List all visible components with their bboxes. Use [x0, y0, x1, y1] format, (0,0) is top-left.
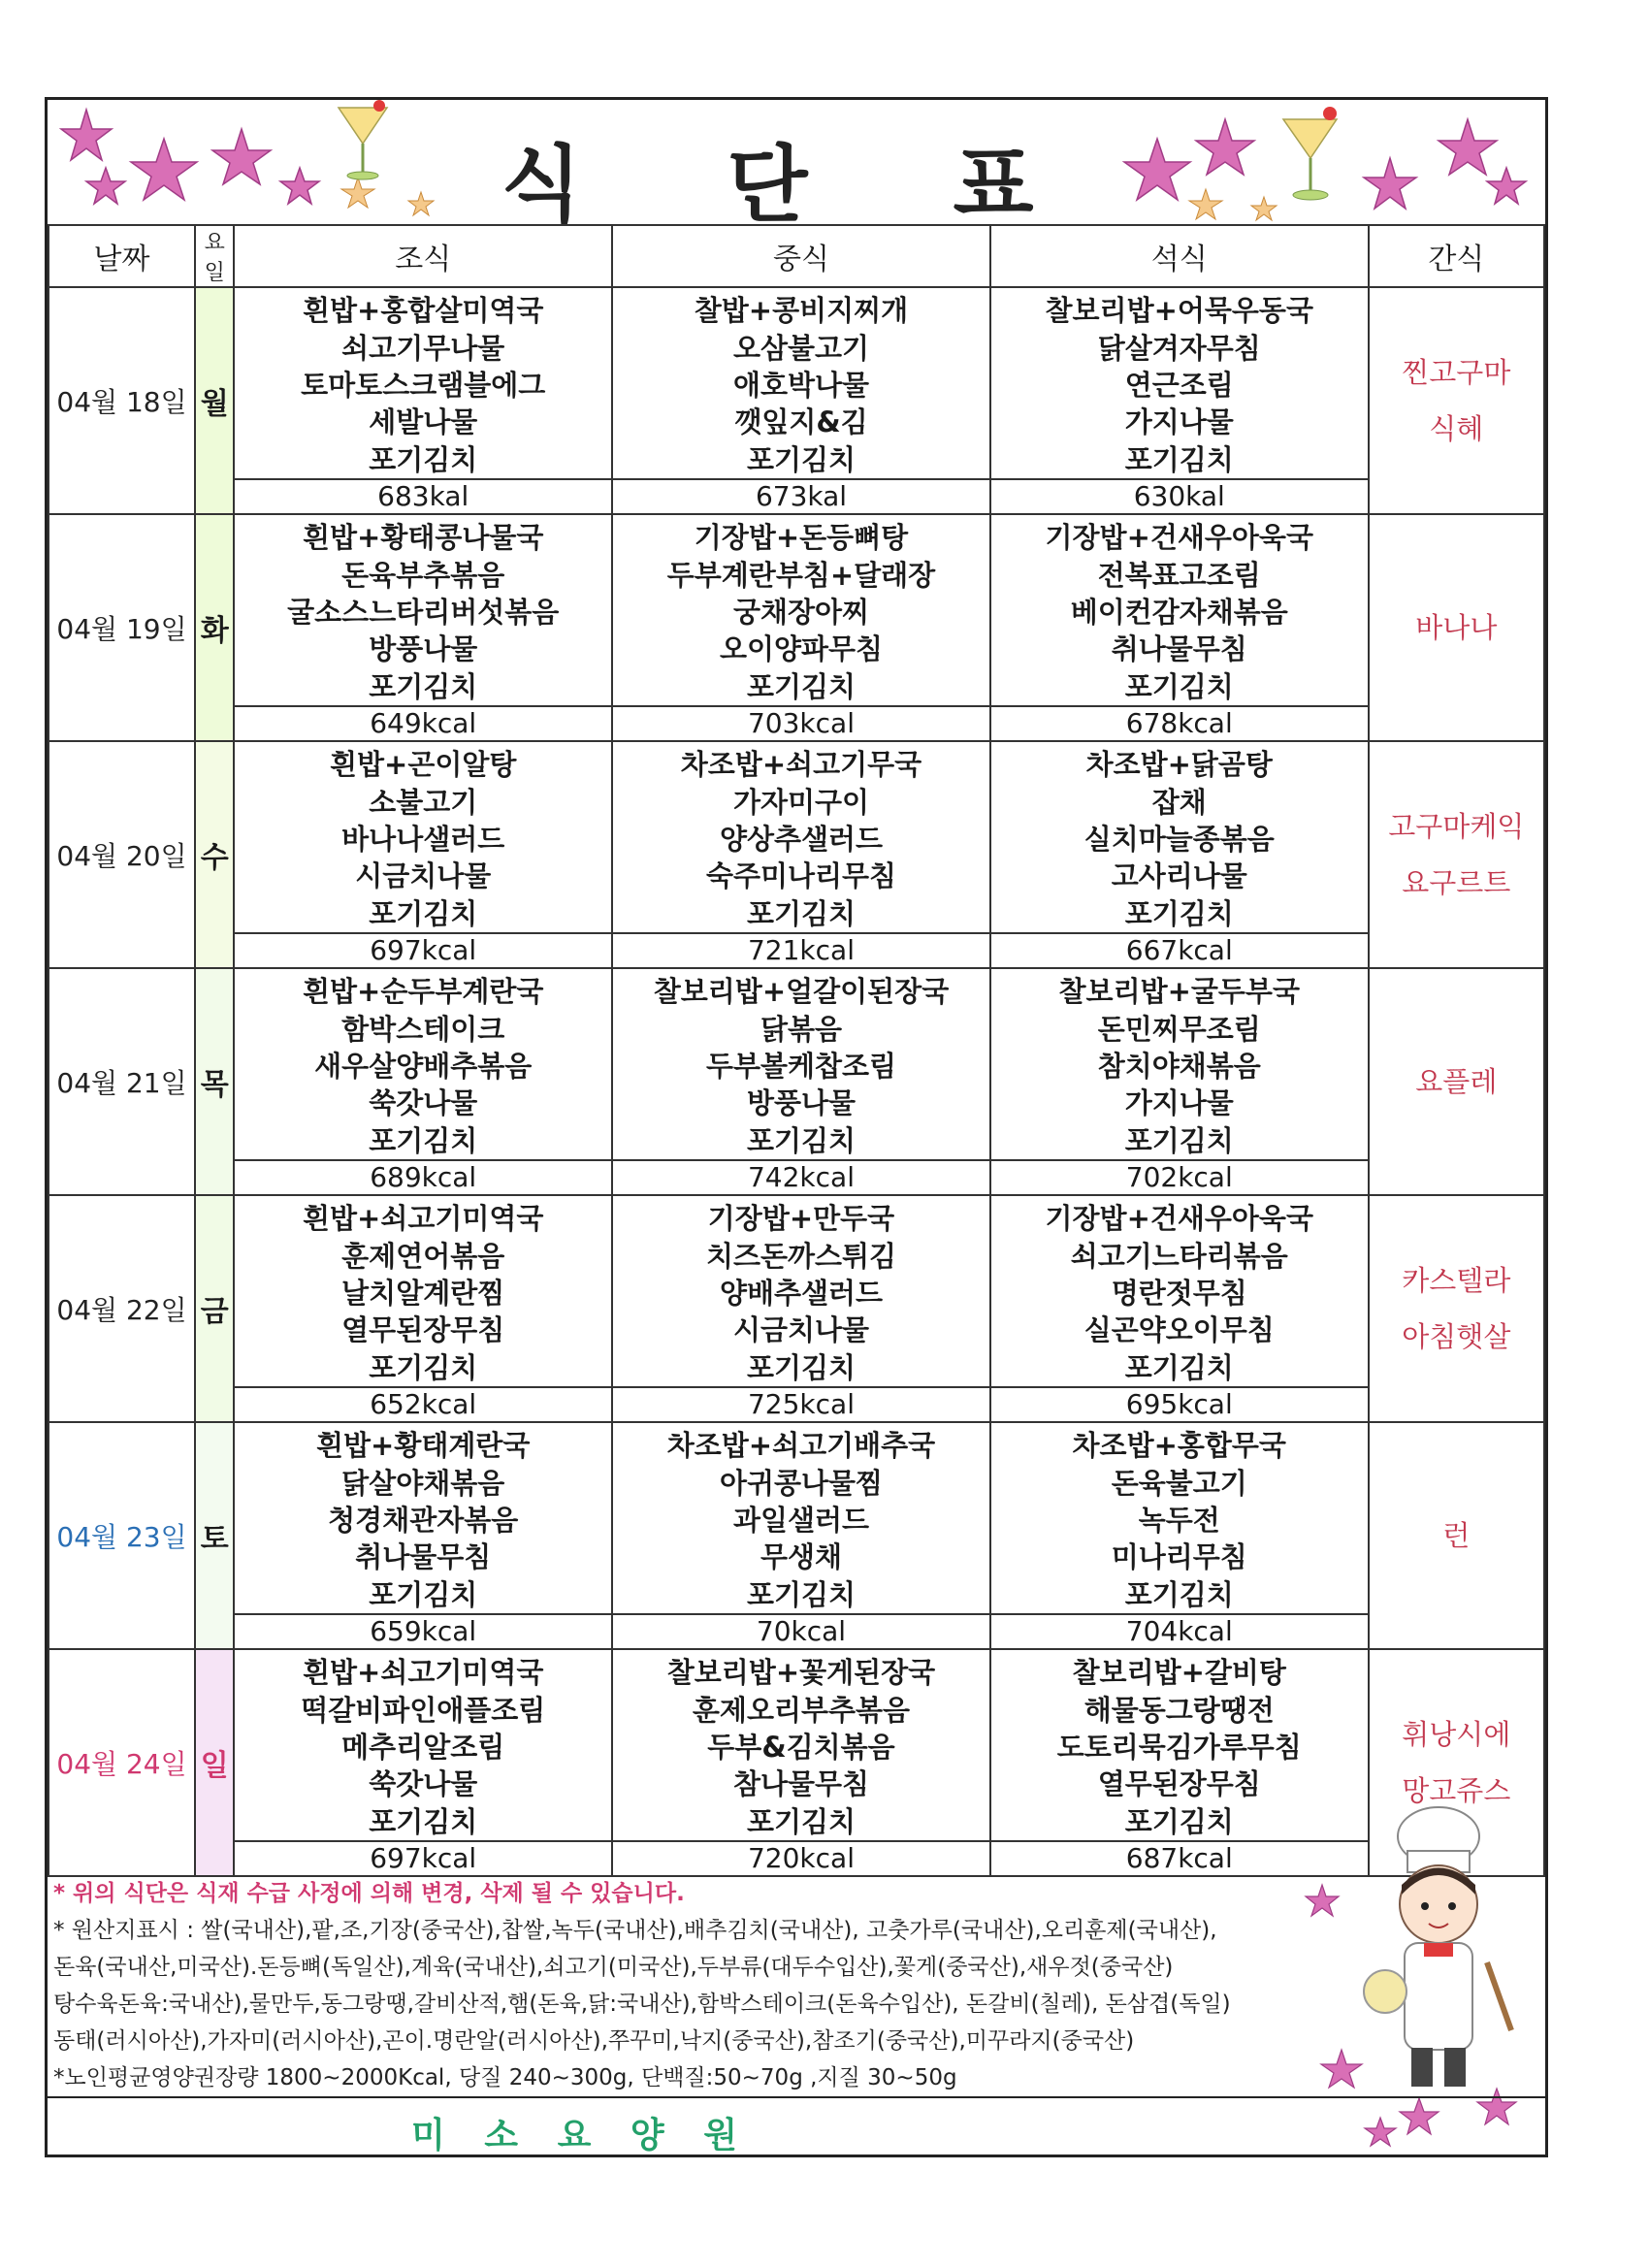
- menu-item: 돈민찌무조림: [1097, 1012, 1261, 1046]
- menu-item: 찰보리밥+얼갈이된장국: [653, 975, 950, 1009]
- menu-item: 무생채: [760, 1540, 843, 1574]
- footer-divider: [48, 2096, 1545, 2098]
- lunch-kcal: 742kcal: [613, 1159, 989, 1194]
- menu-item: 방풍나물: [746, 1086, 857, 1120]
- menu-item: 연근조림: [1124, 368, 1234, 402]
- menu-item: 전복표고조림: [1097, 558, 1261, 592]
- menu-item: 해물동그랑땡전: [1083, 1693, 1275, 1727]
- menu-item: 포기김치: [1124, 1804, 1234, 1838]
- dinner-kcal: 678kcal: [991, 705, 1368, 740]
- lunch-kcal: 720kcal: [613, 1840, 989, 1875]
- breakfast-cell: [234, 1195, 612, 1422]
- dinner-kcal: 687kcal: [991, 1840, 1368, 1875]
- menu-item: 양상추샐러드: [719, 822, 884, 856]
- row-date: 04월 23일: [48, 1422, 195, 1649]
- breakfast-cell: [234, 1649, 612, 1876]
- dinner-items: [991, 515, 1368, 705]
- menu-body: [48, 287, 1544, 1876]
- dinner-cell: [990, 1195, 1369, 1422]
- dinner-cell: [990, 741, 1369, 968]
- lunch-cell: [612, 514, 990, 741]
- menu-item: 실치마늘종볶음: [1083, 822, 1275, 856]
- snack-cell: [1369, 287, 1544, 514]
- lunch-items: [613, 969, 989, 1159]
- dinner-cell: [990, 1422, 1369, 1649]
- table-row: [48, 287, 1544, 514]
- snack-cell: [1369, 1195, 1544, 1422]
- menu-item: 깻잎지&김: [734, 405, 868, 439]
- menu-item: 포기김치: [746, 1123, 857, 1157]
- lunch-cell: [612, 1422, 990, 1649]
- menu-item: 포기김치: [746, 896, 857, 930]
- facility-name: 미 소 요 양 원: [410, 2116, 751, 2155]
- lunch-kcal: 673kal: [613, 478, 989, 513]
- lunch-items: [613, 1423, 989, 1613]
- row-day: 월: [195, 287, 234, 514]
- title-band: [48, 100, 1545, 234]
- lunch-items: [613, 515, 989, 705]
- menu-item: 쇠고기무나물: [341, 331, 505, 365]
- row-date: 04월 20일: [48, 741, 195, 968]
- menu-item: 녹두전: [1138, 1503, 1220, 1537]
- menu-item: 포기김치: [1124, 1123, 1234, 1157]
- header-dinner: 석식: [990, 225, 1369, 287]
- menu-item: 토마토스크램블에그: [301, 368, 546, 402]
- menu-item: 포기김치: [746, 1804, 857, 1838]
- snack-item: 찐고구마: [1402, 356, 1511, 389]
- menu-item: 차조밥+홍합무국: [1072, 1429, 1286, 1463]
- menu-item: 포기김치: [369, 669, 478, 703]
- menu-item: 훈제연어볶음: [341, 1239, 505, 1273]
- chef-character-icon: [1293, 1798, 1545, 2156]
- snack-cell: [1369, 968, 1544, 1195]
- menu-item: 도토리묵김가루무침: [1056, 1730, 1302, 1764]
- row-day: 수: [195, 741, 234, 968]
- menu-item: 두부계란부침+달래장: [666, 558, 936, 592]
- lunch-cell: [612, 1195, 990, 1422]
- menu-item: 날치알계란찜: [341, 1276, 505, 1310]
- snack-cell: [1369, 741, 1544, 968]
- menu-item: 포기김치: [369, 1350, 478, 1384]
- menu-item: 포기김치: [746, 1577, 857, 1611]
- menu-item: 숙주미나리무침: [705, 859, 897, 893]
- menu-item: 훈제오리부추볶음: [692, 1693, 911, 1727]
- breakfast-kcal: 683kal: [235, 478, 611, 513]
- snack-item: 요플레: [1415, 1065, 1498, 1098]
- lunch-cell: [612, 968, 990, 1195]
- header-snack: 간식: [1369, 225, 1544, 287]
- menu-item: 쑥갓나물: [369, 1086, 478, 1120]
- origin-note-line: 동태(러시아산),가자미(러시아산),곤이.명란알(러시아산),쭈꾸미,낙지(중국산),참조기(중국산),미꾸라지(중국산): [53, 2028, 1135, 2054]
- breakfast-kcal: 652kcal: [235, 1386, 611, 1421]
- origin-note-line: 탕수육돈육:국내산),물만두,동그랑땡,갈비산적,햄(돈육,닭:국내산),함박스테이크(돈육수입산), 돈갈비(칠레), 돈삼겹(독일): [53, 1992, 1231, 2017]
- snack-item: 고구마케익: [1388, 810, 1525, 843]
- menu-item: 닭볶음: [760, 1012, 843, 1046]
- nutrition-note: *노인평균영양권장량 1800~2000Kcal, 당질 240~300g, 단백질:50~70g ,지질 30~50g: [53, 2065, 957, 2090]
- menu-item: 메추리알조림: [341, 1730, 505, 1764]
- menu-item: 닭살겨자무침: [1097, 331, 1261, 365]
- menu-item: 흰밥+황태계란국: [316, 1429, 531, 1463]
- menu-item: 닭살야채볶음: [341, 1466, 505, 1500]
- dinner-cell: [990, 287, 1369, 514]
- menu-item: 굴소스느타리버섯볶음: [287, 595, 560, 629]
- breakfast-cell: [234, 287, 612, 514]
- row-day: 일: [195, 1649, 234, 1876]
- menu-item: 포기김치: [746, 1350, 857, 1384]
- menu-item: 참나물무침: [732, 1767, 870, 1801]
- menu-item: 가지나물: [1124, 405, 1234, 439]
- menu-item: 명란젓무침: [1111, 1276, 1247, 1310]
- menu-item: 오이양파무침: [719, 632, 884, 666]
- menu-item: 양배추샐러드: [719, 1276, 884, 1310]
- breakfast-items: [235, 1196, 611, 1386]
- menu-item: 차조밥+쇠고기무국: [680, 748, 922, 782]
- dinner-cell: [990, 968, 1369, 1195]
- snack-cell: [1369, 514, 1544, 741]
- menu-item: 시금치나물: [732, 1313, 870, 1347]
- menu-item: 찰보리밥+어묵우동국: [1045, 294, 1313, 328]
- breakfast-items: [235, 1423, 611, 1613]
- menu-item: 청경채관자볶음: [328, 1503, 519, 1537]
- menu-item: 포기김치: [369, 896, 478, 930]
- menu-item: 포기김치: [369, 1123, 478, 1157]
- header-row: [48, 225, 1544, 287]
- menu-item: 포기김치: [1124, 669, 1234, 703]
- table-row: [48, 968, 1544, 1195]
- lunch-items: [613, 742, 989, 932]
- cocktail-glass-right: [1283, 107, 1337, 200]
- lunch-items: [613, 1196, 989, 1386]
- snack-cell: [1369, 1422, 1544, 1649]
- lunch-kcal: 725kcal: [613, 1386, 989, 1421]
- menu-item: 고사리나물: [1111, 859, 1247, 893]
- snack-item: 카스텔라: [1402, 1264, 1511, 1297]
- row-date: 04월 24일: [48, 1649, 195, 1876]
- lunch-items: [613, 1650, 989, 1840]
- menu-item: 두부볼케찹조림: [705, 1049, 897, 1083]
- menu-sheet: [45, 97, 1548, 2157]
- snack-item: 망고쥬스: [1402, 1774, 1511, 1807]
- breakfast-cell: [234, 514, 612, 741]
- dinner-items: [991, 1423, 1368, 1613]
- menu-item: 기장밥+돈등뼈탕: [694, 521, 909, 555]
- menu-item: 바나나샐러드: [341, 822, 505, 856]
- menu-item: 흰밥+황태콩나물국: [303, 521, 544, 555]
- menu-item: 애호박나물: [732, 368, 870, 402]
- lunch-kcal: 703kcal: [613, 705, 989, 740]
- dinner-kcal: 630kal: [991, 478, 1368, 513]
- menu-item: 포기김치: [1124, 896, 1234, 930]
- snack-item: 휘낭시에: [1402, 1718, 1511, 1751]
- menu-item: 포기김치: [1124, 442, 1234, 476]
- breakfast-cell: [234, 741, 612, 968]
- row-date: 04월 21일: [48, 968, 195, 1195]
- breakfast-items: [235, 1650, 611, 1840]
- menu-item: 차조밥+쇠고기배추국: [666, 1429, 936, 1463]
- header-date: 날짜: [48, 225, 195, 287]
- breakfast-items: [235, 288, 611, 478]
- dinner-kcal: 704kcal: [991, 1613, 1368, 1648]
- menu-item: 찰밥+콩비지찌개: [694, 294, 909, 328]
- menu-item: 오삼불고기: [732, 331, 870, 365]
- notes: [53, 1875, 1314, 2096]
- menu-item: 베이컨감자채볶음: [1070, 595, 1288, 629]
- menu-item: 찰보리밥+갈비탕: [1072, 1656, 1286, 1690]
- menu-item: 흰밥+홍합살미역국: [303, 294, 544, 328]
- row-date: 04월 19일: [48, 514, 195, 741]
- lunch-cell: [612, 287, 990, 514]
- menu-item: 쑥갓나물: [369, 1767, 478, 1801]
- dinner-items: [991, 742, 1368, 932]
- row-day: 금: [195, 1195, 234, 1422]
- page-title: 식 단 표: [501, 137, 1092, 234]
- menu-item: 취나물무침: [1111, 632, 1247, 666]
- header-day: 요일: [195, 225, 234, 287]
- menu-item: 과일샐러드: [732, 1503, 870, 1537]
- menu-item: 기장밥+건새우아욱국: [1045, 1202, 1313, 1236]
- table-row: [48, 1195, 1544, 1422]
- breakfast-items: [235, 742, 611, 932]
- menu-item: 찰보리밥+꽃게된장국: [666, 1656, 936, 1690]
- header-breakfast: 조식: [234, 225, 612, 287]
- snack-item: 런: [1442, 1519, 1471, 1552]
- menu-item: 실곤약오이무침: [1083, 1313, 1275, 1347]
- table-row: [48, 1422, 1544, 1649]
- table-row: [48, 514, 1544, 741]
- menu-item: 포기김치: [746, 442, 857, 476]
- menu-item: 열무된장무침: [341, 1313, 505, 1347]
- origin-note-line: 돈육(국내산,미국산).돈등뼈(독일산),계육(국내산),쇠고기(미국산),두부류(대두수입산),꽃게(중국산),새우젓(중국산): [53, 1955, 1174, 1980]
- menu-item: 아귀콩나물찜: [719, 1466, 884, 1500]
- menu-item: 기장밥+건새우아욱국: [1045, 521, 1313, 555]
- menu-item: 궁채장아찌: [732, 595, 870, 629]
- menu-item: 열무된장무침: [1097, 1767, 1261, 1801]
- menu-item: 함박스테이크: [341, 1012, 505, 1046]
- row-day: 화: [195, 514, 234, 741]
- menu-item: 방풍나물: [369, 632, 478, 666]
- menu-item: 소불고기: [369, 785, 478, 819]
- origin-note-line: * 원산지표시 : 쌀(국내산),팥,조,기장(중국산),찹쌀,녹두(국내산),배추김치(국내산), 고춧가루(국내산),오리훈제(국내산),: [53, 1918, 1217, 1943]
- menu-item: 흰밥+쇠고기미역국: [303, 1202, 544, 1236]
- menu-table: [48, 224, 1545, 1877]
- lunch-cell: [612, 1649, 990, 1876]
- menu-item: 흰밥+곤이알탕: [330, 748, 517, 782]
- menu-item: 미나리무침: [1111, 1540, 1247, 1574]
- menu-item: 포기김치: [369, 1577, 478, 1611]
- row-day: 토: [195, 1422, 234, 1649]
- dinner-items: [991, 969, 1368, 1159]
- flower-decoration-right-icon: [1099, 100, 1545, 224]
- menu-item: 치즈돈까스튀김: [705, 1239, 897, 1273]
- lunch-items: [613, 288, 989, 478]
- row-date: 04월 22일: [48, 1195, 195, 1422]
- menu-item: 포기김치: [369, 442, 478, 476]
- lunch-cell: [612, 741, 990, 968]
- breakfast-items: [235, 515, 611, 705]
- table-row: [48, 741, 1544, 968]
- breakfast-kcal: 697kcal: [235, 932, 611, 967]
- menu-item: 찰보리밥+굴두부국: [1058, 975, 1300, 1009]
- dinner-kcal: 667kcal: [991, 932, 1368, 967]
- menu-item: 돈육불고기: [1111, 1466, 1247, 1500]
- header-lunch: 중식: [612, 225, 990, 287]
- dinner-kcal: 702kcal: [991, 1159, 1368, 1194]
- menu-item: 세발나물: [369, 405, 478, 439]
- breakfast-kcal: 689kcal: [235, 1159, 611, 1194]
- menu-item: 잡채: [1151, 785, 1207, 819]
- row-date: 04월 18일: [48, 287, 195, 514]
- menu-item: 흰밥+순두부계란국: [303, 975, 544, 1009]
- snack-item: 식혜: [1429, 412, 1484, 445]
- breakfast-kcal: 659kcal: [235, 1613, 611, 1648]
- lunch-kcal: 70kcal: [613, 1613, 989, 1648]
- menu-item: 포기김치: [1124, 1577, 1234, 1611]
- warning-note: * 위의 식단은 식재 수급 사정에 의해 변경, 삭제 될 수 있습니다.: [53, 1881, 685, 1906]
- dinner-items: [991, 288, 1368, 478]
- snack-item: 요구르트: [1402, 866, 1511, 899]
- menu-item: 시금치나물: [355, 859, 492, 893]
- menu-item: 참치야채볶음: [1097, 1049, 1261, 1083]
- menu-item: 흰밥+쇠고기미역국: [303, 1656, 544, 1690]
- menu-item: 기장밥+만두국: [707, 1202, 895, 1236]
- menu-item: 포기김치: [1124, 1350, 1234, 1384]
- menu-item: 포기김치: [369, 1804, 478, 1838]
- menu-item: 가자미구이: [732, 785, 870, 819]
- menu-item: 취나물무침: [355, 1540, 492, 1574]
- menu-item: 쇠고기느타리볶음: [1070, 1239, 1288, 1273]
- breakfast-kcal: 649kcal: [235, 705, 611, 740]
- snack-item: 아침햇살: [1402, 1320, 1511, 1353]
- menu-item: 돈육부추볶음: [341, 558, 505, 592]
- row-day: 목: [195, 968, 234, 1195]
- breakfast-items: [235, 969, 611, 1159]
- lunch-kcal: 721kcal: [613, 932, 989, 967]
- dinner-items: [991, 1196, 1368, 1386]
- menu-item: 떡갈비파인애플조림: [301, 1693, 546, 1727]
- menu-item: 차조밥+닭곰탕: [1085, 748, 1273, 782]
- menu-item: 두부&김치볶음: [707, 1730, 895, 1764]
- dinner-kcal: 695kcal: [991, 1386, 1368, 1421]
- menu-item: 새우살양배추볶음: [314, 1049, 533, 1083]
- breakfast-cell: [234, 1422, 612, 1649]
- breakfast-kcal: 697kcal: [235, 1840, 611, 1875]
- menu-item: 가지나물: [1124, 1086, 1234, 1120]
- breakfast-cell: [234, 968, 612, 1195]
- snack-item: 바나나: [1415, 611, 1498, 644]
- menu-item: 포기김치: [746, 669, 857, 703]
- dinner-cell: [990, 514, 1369, 741]
